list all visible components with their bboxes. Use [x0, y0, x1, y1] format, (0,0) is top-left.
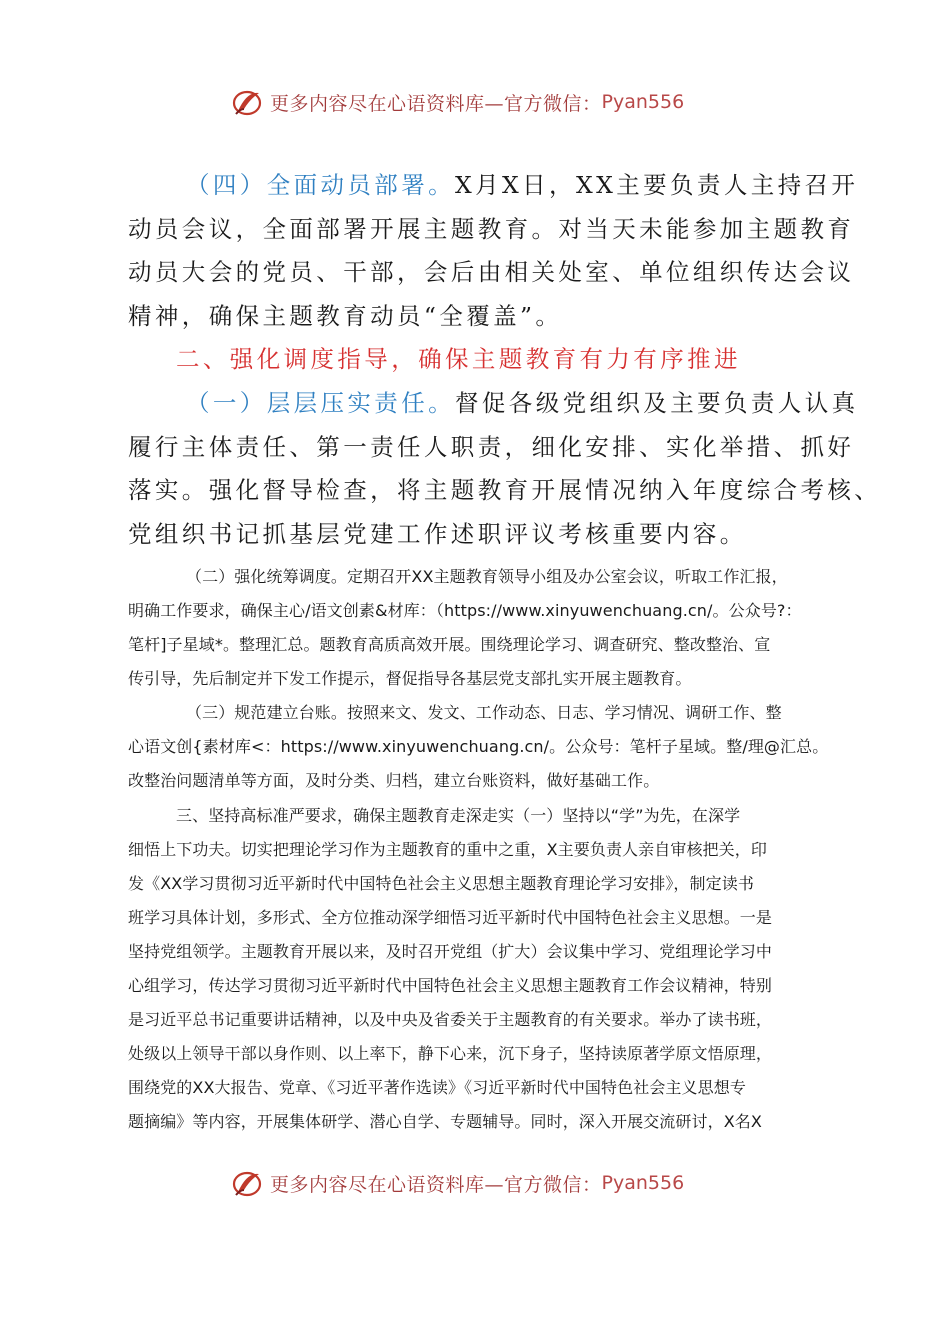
banner-wechat-id: Pyan556 [601, 91, 685, 113]
part-2-section-1-first-line: （一）层层压实责任。督促各级党组织及主要负责人认真 [186, 389, 859, 417]
text-line: 是习近平总书记重要讲话精神，以及中央及省委关于主题教育的有关要求。举办了读书班， [128, 1010, 773, 1029]
text-line: 履行主体责任、第一责任人职责，细化安排、实化举措、抓好 [128, 432, 855, 461]
part-3-paragraph [128, 799, 840, 1139]
banner-text: 更多内容尽在心语资料库—官方微信： [270, 92, 602, 115]
text-line: 落实。强化督导检查，将主题教育开展情况纳入年度综合考核、 [128, 476, 882, 504]
text-line: 改整治问题清单等方面，及时分类、归档，建立台账资料，做好基础工作。 [128, 771, 660, 790]
text-line: 心语文创{素材库<：https://www.xinyuwenchuang.cn/。公众号：笔杆子星域。整/理@汇总。 [128, 737, 829, 756]
text-line: 心组学习，传达学习贯彻习近平新时代中国特色社会主义思想主题教育工作会议精神，特别 [128, 976, 773, 995]
text-line: （三）规范建立台账。按照来文、发文、工作动态、日志、学习情况、调研工作、整 [186, 703, 782, 722]
text-line: 动员会议，全面部署开展主题教育。对当天未能参加主题教育 [128, 214, 855, 243]
part-2-title: 二、强化调度指导，确保主题教育有力有序推进 [176, 345, 741, 373]
text-line: 围绕党的XX大报告、党章、《习近平著作选读》《习近平新时代中国特色社会主义思想专 [128, 1078, 746, 1097]
part-2-section-1-heading: （一）层层压实责任。 [186, 389, 455, 417]
footer-banner [230, 1163, 730, 1203]
text-line: 党组织书记抓基层党建工作述职评议考核重要内容。 [128, 519, 747, 548]
section-4-first-line: （四）全面动员部署。X月X日，XX主要负责人主持召开 [186, 171, 859, 199]
text-line: 班学习具体计划，多形式、全方位推动深学细悟习近平新时代中国特色社会主义思想。一是 [128, 908, 773, 927]
text-line: 明确工作要求，确保主心/语文创素&材库：（https://www.xinyuwenchuang.cn/。公众号?： [128, 601, 802, 620]
header-banner [230, 82, 730, 122]
text-line: （二）强化统筹调度。定期召开XX主题教育领导小组及办公室会议，听取工作汇报， [186, 567, 788, 586]
section-4-paragraph [128, 164, 859, 338]
text-line: 坚持党组领学。主题教育开展以来，及时召开党组（扩大）会议集中学习、党组理论学习中 [128, 942, 773, 961]
text-line: 传引导，先后制定并下发工作提示，督促指导各基层党支部扎实开展主题教育。 [128, 669, 692, 688]
text-line: 动员大会的党员、干部，会后由相关处室、单位组织传达会议 [128, 258, 855, 286]
text-line: 发《XX学习贯彻习近平新时代中国特色社会主义思想主题教育理论学习安排》，制定读书 [128, 874, 754, 893]
part-2-section-3-paragraph [128, 696, 840, 798]
banner-text: 更多内容尽在心语资料库—官方微信： [270, 1173, 602, 1196]
part-3-title-line: 三、坚持高标准严要求，确保主题教育走深走实（一）坚持以“学”为先，在深学 [176, 806, 741, 825]
banner-wechat-id: Pyan556 [601, 1172, 685, 1194]
part-2-section-1-paragraph [128, 382, 882, 556]
brush-logo-icon [230, 85, 264, 119]
text-line: 笔杆]子星域*。整理汇总。题教育高质高效开展。围绕理论学习、调查研究、整改整治、宣 [128, 635, 771, 654]
part-2-section-2-paragraph [128, 560, 840, 696]
text-line: 题摘编》等内容，开展集体研学、潜心自学、专题辅导。同时，深入开展交流研讨，X名X [128, 1112, 762, 1131]
section-4-heading: （四）全面动员部署。 [186, 171, 455, 199]
text-line: 精神，确保主题教育动员“全覆盖”。 [128, 301, 563, 330]
text-line: 细悟上下功夫。切实把理论学习作为主题教育的重中之重，X主要负责人亲自审核把关，印 [128, 840, 767, 859]
text-line: 处级以上领导干部以身作则、以上率下，静下心来，沉下身子，坚持读原著学原文悟原理， [128, 1044, 773, 1063]
brush-logo-icon [230, 1166, 264, 1200]
